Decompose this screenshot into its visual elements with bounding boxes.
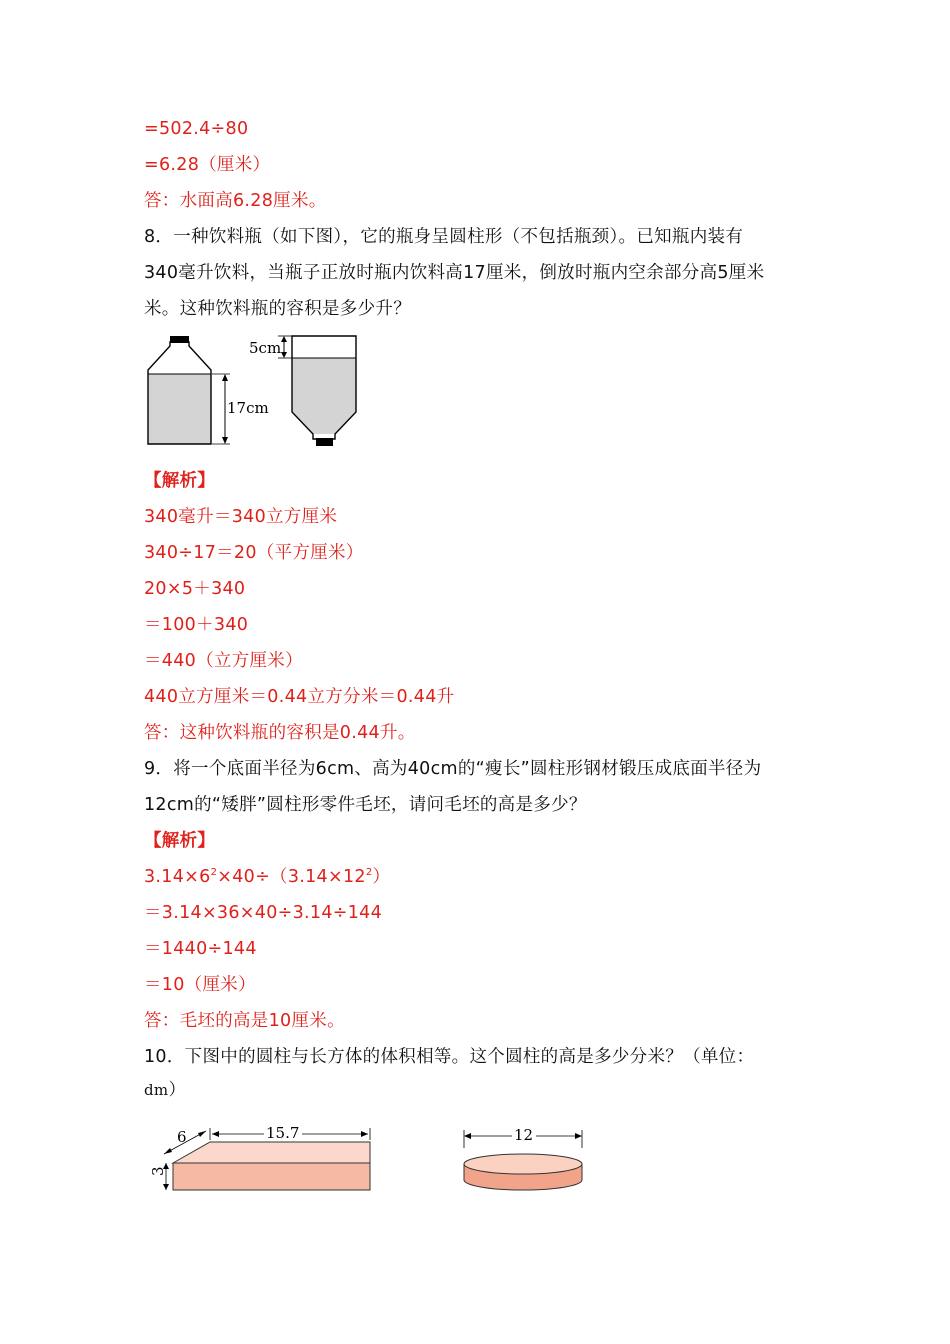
calc-line: 20×5＋340 xyxy=(144,579,246,599)
question-8-text: 8．一种饮料瓶（如下图），它的瓶身呈圆柱形（不包括瓶颈）。已知瓶内装有 xyxy=(144,227,744,247)
answer-line: 答：水面高6.28厘米。 xyxy=(144,191,327,211)
calc-line: 340÷17＝20（平方厘米） xyxy=(144,543,364,563)
calc-line: =6.28（厘米） xyxy=(144,155,271,175)
calc-part: ） xyxy=(372,867,391,887)
calc-line: ＝10（厘米） xyxy=(144,975,256,995)
bottle-figure xyxy=(140,332,370,452)
cuboid xyxy=(149,1124,370,1190)
close-paren: ） xyxy=(168,1080,186,1100)
answer-line: 答：毛坯的高是10厘米。 xyxy=(144,1011,345,1031)
calc-line: 440立方厘米＝0.44立方分米＝0.44升 xyxy=(144,687,455,707)
analysis-heading: 【解析】 xyxy=(144,831,216,851)
calc-part: ×40÷（3.14×12 xyxy=(217,867,366,887)
answer-line: 答：这种饮料瓶的容积是0.44升。 xyxy=(144,723,416,743)
question-8-text: 米。这种饮料瓶的容积是多少升？ xyxy=(144,299,411,319)
box-height-label: 3 xyxy=(149,1166,167,1176)
calc-line: 340毫升＝340立方厘米 xyxy=(144,507,338,527)
cuboid-cylinder-figure xyxy=(140,1118,600,1198)
exponent: 2 xyxy=(210,867,218,878)
calc-line: ＝3.14×36×40÷3.14÷144 xyxy=(144,903,383,923)
upright-height-label: 17cm xyxy=(227,399,269,417)
question-8-text: 340毫升饮料，当瓶子正放时瓶内饮料高17厘米，倒放时瓶内空余部分高5厘米 xyxy=(144,263,765,283)
calc-line: =502.4÷80 xyxy=(144,119,249,139)
calc-line xyxy=(144,865,390,889)
inverted-bottle xyxy=(249,336,356,446)
calc-line: ＝100＋340 xyxy=(144,615,249,635)
calc-part: 3.14×6 xyxy=(144,867,211,887)
box-length-label: 15.7 xyxy=(266,1124,300,1142)
box-width-label: 6 xyxy=(177,1128,187,1146)
question-10-text: 10．下图中的圆柱与长方体的体积相等。这个圆柱的高是多少分米？（单位： xyxy=(144,1047,755,1067)
exponent: 2 xyxy=(365,867,373,878)
question-9-text: 9．将一个底面半径为6cm、高为40cm的“瘦长”圆柱形钢材锻压成底面半径为 xyxy=(144,759,762,779)
cylinder xyxy=(464,1126,582,1190)
calc-line: ＝1440÷144 xyxy=(144,939,257,959)
analysis-heading: 【解析】 xyxy=(144,471,216,491)
question-10-unit xyxy=(144,1078,186,1102)
unit-label: dm xyxy=(144,1081,169,1099)
inverted-gap-label: 5cm xyxy=(249,339,282,357)
cylinder-diameter-label: 12 xyxy=(514,1126,534,1144)
calc-line: ＝440（立方厘米） xyxy=(144,651,303,671)
question-9-text: 12cm的“矮胖”圆柱形零件毛坯，请问毛坯的高是多少？ xyxy=(144,795,587,815)
